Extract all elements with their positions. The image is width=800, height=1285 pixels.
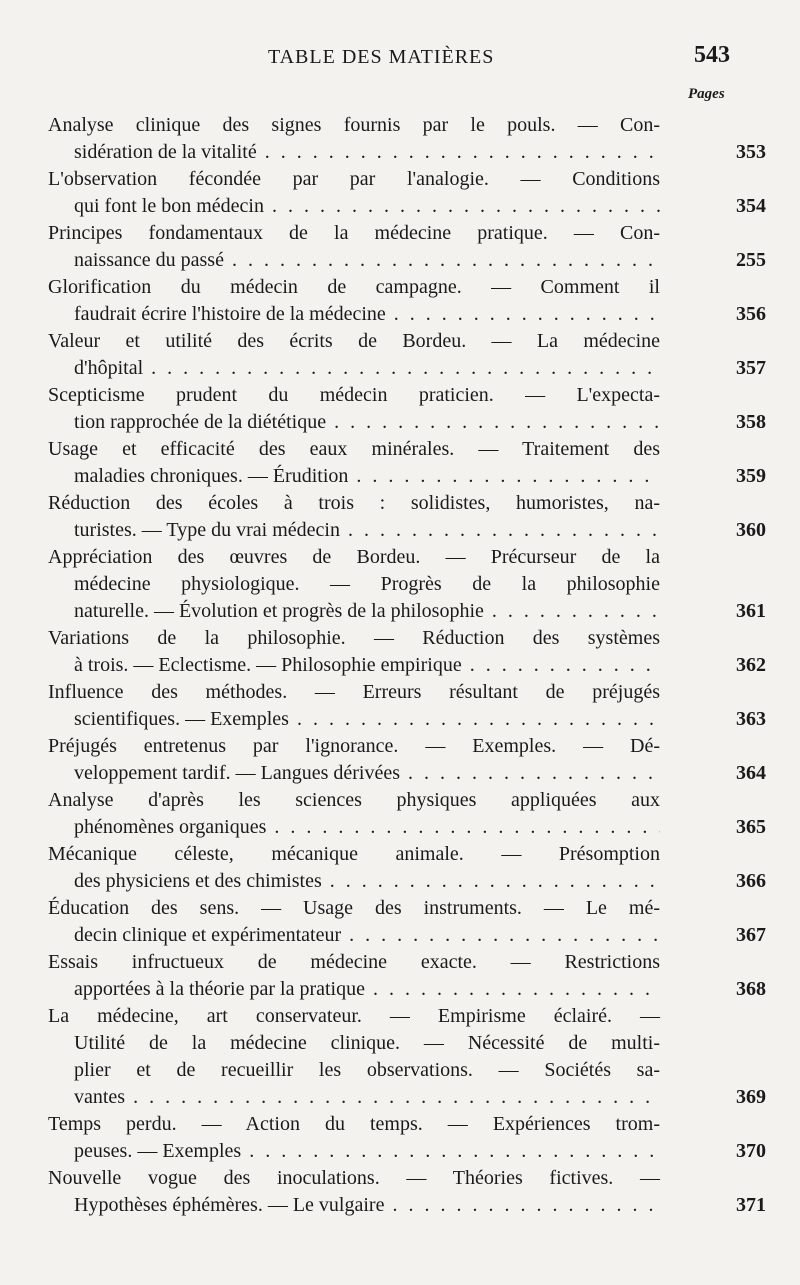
toc-entry <box>0 1111 800 1165</box>
toc-page-number: 358 <box>736 411 766 433</box>
toc-entry-text: naissance du passé . . . <box>74 247 660 274</box>
toc-entry <box>0 787 800 841</box>
toc-entry-text: maladies chroniques. — Érudition . . . <box>74 463 660 490</box>
toc-page-number: 363 <box>736 708 766 730</box>
toc-page-number: 360 <box>736 519 766 541</box>
toc-entry-line <box>0 1003 800 1030</box>
toc-entry-text: Utilité de la médecine clinique. — Nécessité de multi- <box>74 1032 660 1054</box>
toc-page-number: 357 <box>736 357 766 379</box>
toc-entry-line <box>0 679 800 706</box>
toc-entry-line <box>0 328 800 355</box>
toc-page-number: 362 <box>736 654 766 676</box>
toc-entry-text: Nouvelle vogue des inoculations. — Théories fictives. — <box>48 1167 660 1189</box>
toc-entry-text: Analyse d'après les sciences physiques appliquées aux <box>48 789 660 811</box>
toc-entry-line <box>0 949 800 976</box>
toc-entry <box>0 625 800 679</box>
toc-entry-text: faudrait écrire l'histoire de la médecine . . . <box>74 301 660 328</box>
toc-entry-text: Appréciation des œuvres de Bordeu. — Précurseur de la <box>48 546 660 568</box>
toc-entry-line <box>0 544 800 571</box>
toc-entry-line <box>0 1030 800 1057</box>
toc-entry-text: Temps perdu. — Action du temps. — Expériences trom- <box>48 1113 660 1135</box>
toc-entry <box>0 112 800 166</box>
toc-entry-line <box>0 247 800 274</box>
toc-entry-line <box>0 274 800 301</box>
toc-entry-line <box>0 1192 800 1219</box>
toc-entry-line <box>0 868 800 895</box>
toc-entry <box>0 733 800 787</box>
toc-entry-text: Principes fondamentaux de la médecine pratique. — Con- <box>48 222 660 244</box>
toc-entry-text: veloppement tardif. — Langues dérivées . . . <box>74 760 660 787</box>
toc-entry <box>0 328 800 382</box>
toc-entry-text: Variations de la philosophie. — Réduction des systèmes <box>48 627 660 649</box>
toc-entry-text: médecine physiologique. — Progrès de la philosophie <box>74 573 660 595</box>
toc-entry-text: L'observation fécondée par par l'analogie. — Conditions <box>48 168 660 190</box>
toc-page-number: 364 <box>736 762 766 784</box>
toc-entry-text: Valeur et utilité des écrits de Bordeu. — La médecine <box>48 330 660 352</box>
toc-entry-line <box>0 517 800 544</box>
toc-entry <box>0 1165 800 1219</box>
toc-entry-line <box>0 139 800 166</box>
toc-entry-text: Hypothèses éphémères. — Le vulgaire . . . <box>74 1192 660 1219</box>
toc-entry-line <box>0 1057 800 1084</box>
toc-entry <box>0 220 800 274</box>
toc-entry-text: Réduction des écoles à trois : solidistes, humoristes, na- <box>48 492 660 514</box>
toc-entry-line <box>0 193 800 220</box>
toc-entry-line <box>0 598 800 625</box>
toc-entry-line <box>0 625 800 652</box>
toc-entry-text: La médecine, art conservateur. — Empirisme éclairé. — <box>48 1005 660 1027</box>
toc-entry-line <box>0 841 800 868</box>
toc-page-number: 365 <box>736 816 766 838</box>
table-of-contents <box>0 112 800 1219</box>
toc-entry-line <box>0 571 800 598</box>
toc-entry-text: phénomènes organiques . . . <box>74 814 660 841</box>
toc-entry-line <box>0 652 800 679</box>
pages-column-label: Pages <box>688 86 725 102</box>
toc-entry <box>0 544 800 625</box>
toc-page-number: 368 <box>736 978 766 1000</box>
toc-entry-line <box>0 463 800 490</box>
toc-entry-text: peuses. — Exemples . . . <box>74 1138 660 1165</box>
toc-entry-text: Influence des méthodes. — Erreurs résultant de préjugés <box>48 681 660 703</box>
running-title: TABLE DES MATIÈRES <box>268 46 495 68</box>
toc-entry-text: plier et de recueillir les observations. — Sociétés sa- <box>74 1059 660 1081</box>
toc-entry-text: naturelle. — Évolution et progrès de la philosophie . . . <box>74 598 660 625</box>
toc-entry-line <box>0 1138 800 1165</box>
toc-entry-line <box>0 436 800 463</box>
toc-entry <box>0 166 800 220</box>
toc-entry-text: Préjugés entretenus par l'ignorance. — Exemples. — Dé- <box>48 735 660 757</box>
toc-entry-line <box>0 1111 800 1138</box>
toc-entry-line <box>0 814 800 841</box>
toc-entry-line <box>0 166 800 193</box>
toc-entry-text: Usage et efficacité des eaux minérales. — Traitement des <box>48 438 660 460</box>
toc-entry-text: Mécanique céleste, mécanique animale. — Présomption <box>48 843 660 865</box>
toc-entry-line <box>0 490 800 517</box>
toc-entry <box>0 436 800 490</box>
toc-entry-text: Scepticisme prudent du médecin praticien. — L'expecta- <box>48 384 660 406</box>
toc-entry-text: à trois. — Eclectisme. — Philosophie empirique . . . <box>74 652 660 679</box>
toc-page-number: 356 <box>736 303 766 325</box>
toc-entry-text: sidération de la vitalité . . . <box>74 139 660 166</box>
toc-entry-line <box>0 787 800 814</box>
running-header <box>0 42 800 76</box>
toc-page-number: 255 <box>736 249 766 271</box>
toc-entry-line <box>0 409 800 436</box>
toc-entry-line <box>0 1165 800 1192</box>
toc-entry <box>0 949 800 1003</box>
toc-entry <box>0 382 800 436</box>
toc-entry <box>0 1003 800 1111</box>
toc-page-number: 371 <box>736 1194 766 1216</box>
toc-entry-text: scientifiques. — Exemples . . . <box>74 706 660 733</box>
toc-entry-text: Analyse clinique des signes fournis par le pouls. — Con- <box>48 114 660 136</box>
toc-entry-line <box>0 733 800 760</box>
toc-entry-line <box>0 760 800 787</box>
toc-entry-text: d'hôpital . . . <box>74 355 660 382</box>
toc-page-number: 367 <box>736 924 766 946</box>
toc-entry-line <box>0 382 800 409</box>
toc-entry <box>0 274 800 328</box>
toc-entry-text: turistes. — Type du vrai médecin . . . <box>74 517 660 544</box>
toc-entry-line <box>0 112 800 139</box>
toc-page-number: 354 <box>736 195 766 217</box>
toc-page-number: 366 <box>736 870 766 892</box>
toc-entry-line <box>0 301 800 328</box>
toc-entry-text: Essais infructueux de médecine exacte. — Restrictions <box>48 951 660 973</box>
toc-entry-line <box>0 355 800 382</box>
toc-entry-line <box>0 976 800 1003</box>
toc-entry-line <box>0 706 800 733</box>
toc-entry-text: tion rapprochée de la diététique . . . <box>74 409 660 436</box>
toc-entry-text: Éducation des sens. — Usage des instruments. — Le mé- <box>48 897 660 919</box>
toc-entry <box>0 895 800 949</box>
toc-page-number: 361 <box>736 600 766 622</box>
toc-page-number: 369 <box>736 1086 766 1108</box>
toc-entry-text: vantes . . . <box>74 1084 660 1111</box>
toc-page-number: 370 <box>736 1140 766 1162</box>
toc-entry-line <box>0 220 800 247</box>
toc-page-number: 359 <box>736 465 766 487</box>
toc-entry-line <box>0 895 800 922</box>
toc-entry-text: des physiciens et des chimistes . . . <box>74 868 660 895</box>
toc-entry <box>0 490 800 544</box>
toc-entry <box>0 841 800 895</box>
toc-entry-text: Glorification du médecin de campagne. — Comment il <box>48 276 660 298</box>
toc-entry-text: apportées à la théorie par la pratique . . . <box>74 976 660 1003</box>
toc-entry-text: decin clinique et expérimentateur . . . <box>74 922 660 949</box>
toc-entry-line <box>0 922 800 949</box>
toc-entry <box>0 679 800 733</box>
toc-entry-line <box>0 1084 800 1111</box>
folio-page-number: 543 <box>694 42 730 68</box>
toc-entry-text: qui font le bon médecin . . . <box>74 193 660 220</box>
toc-page-number: 353 <box>736 141 766 163</box>
